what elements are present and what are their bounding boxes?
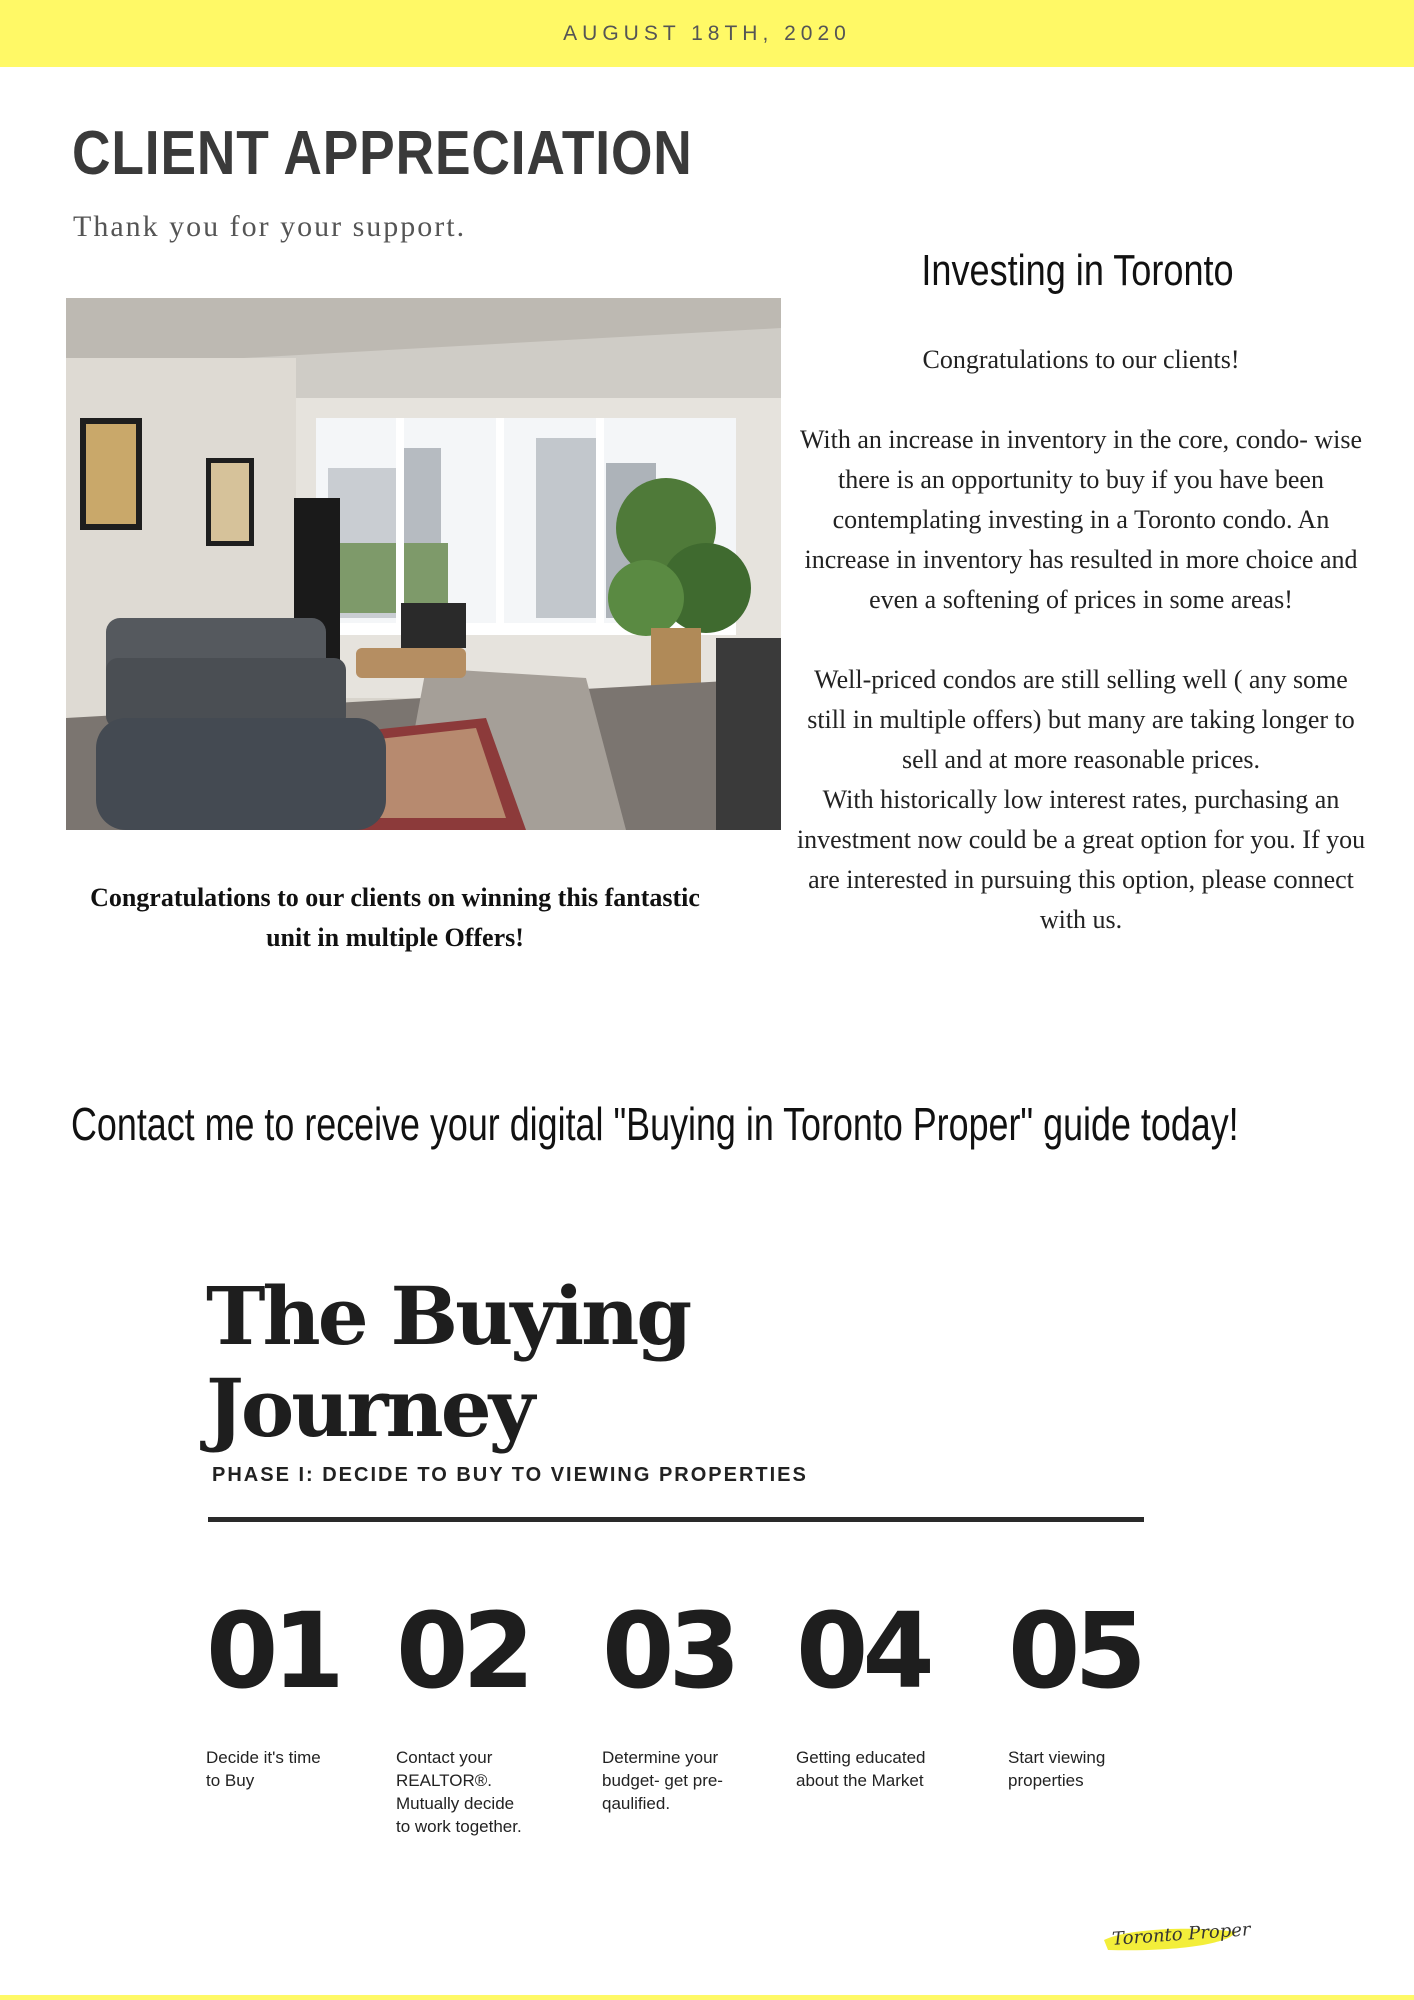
photo-caption: Congratulations to our clients on winning this fantastic unit in multiple Offers! <box>90 883 700 952</box>
journey-phase-label: PHASE I: DECIDE TO BUY TO VIEWING PROPERTIES <box>212 1464 808 1486</box>
newsletter-date: AUGUST 18TH, 2020 <box>563 21 851 45</box>
living-room-illustration <box>66 298 781 830</box>
buying-journey-title <box>206 1270 689 1454</box>
step-number: 02 <box>396 1590 529 1712</box>
journey-step <box>1008 1590 1141 1792</box>
bottom-banner <box>0 1995 1414 2000</box>
journey-step <box>796 1590 946 1792</box>
logo-wordmark: Toronto Proper <box>1111 1919 1252 1950</box>
step-description: Decide it's time to Buy <box>206 1748 321 1790</box>
journey-step <box>206 1590 339 1792</box>
step-number: 03 <box>602 1590 735 1712</box>
condo-living-room-photo <box>66 298 781 830</box>
article-paragraph-4: With historically low interest rates, purchasing an investment now could be a great option for you. If you are interested in pursuing this option, please connect with us. <box>796 785 1366 934</box>
article-paragraph-1: Congratulations to our clients! <box>922 345 1240 374</box>
step-description: Contact your REALTOR®. Mutually decide to work together. <box>396 1748 522 1836</box>
journey-title-line-1: The Buying <box>206 1269 690 1363</box>
contact-callout: Contact me to receive your digital "Buying in Toronto Proper" guide today! <box>71 1098 1239 1150</box>
toronto-proper-logo <box>1098 1918 1252 1958</box>
step-description: Determine your budget- get pre-qaulified. <box>602 1748 723 1813</box>
step-number: 01 <box>206 1590 339 1712</box>
step-description: Getting educated about the Market <box>796 1748 926 1790</box>
step-number: 04 <box>796 1590 929 1712</box>
step-number: 05 <box>1008 1590 1141 1712</box>
top-banner <box>0 0 1414 67</box>
page-title: CLIENT APPRECIATION <box>72 119 693 188</box>
step-description: Start viewing properties <box>1008 1748 1106 1790</box>
article-paragraph-2: With an increase in inventory in the core, condo- wise there is an opportunity to buy if you have been contemplating investing in a Toronto condo. An increase in inventory has resulted in more choice and even a softening of prices in some areas! <box>799 425 1363 614</box>
page-subtitle: Thank you for your support. <box>73 210 467 243</box>
journey-step <box>396 1590 529 1838</box>
journey-divider <box>208 1517 1144 1522</box>
investing-article <box>796 340 1366 940</box>
journey-title-line-2: Journey <box>206 1361 533 1455</box>
article-paragraph-3: Well-priced condos are still selling well ( any some still in multiple offers) but many are taking longer to sell and at more reasonable prices. <box>807 665 1355 774</box>
investing-heading: Investing in Toronto <box>921 246 1234 295</box>
journey-step <box>602 1590 742 1815</box>
